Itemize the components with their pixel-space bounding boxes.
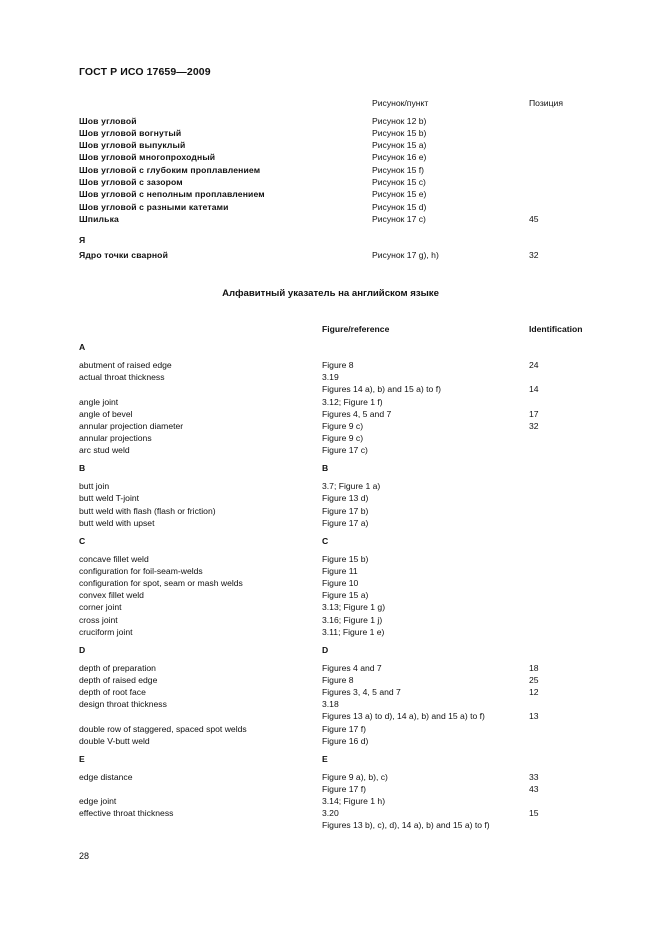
index-term: angle of bevel — [79, 408, 133, 419]
index-term: effective throat thickness — [79, 808, 174, 819]
ru-term: Шпилька — [79, 214, 119, 224]
ru-figure: Рисунок 17 c) — [372, 214, 426, 224]
index-term: configuration for spot, seam or mash welds — [79, 578, 243, 588]
index-term: annular projections — [79, 433, 152, 444]
index-reference: Figure 11 — [322, 565, 358, 576]
index-term: concave fillet weld — [79, 553, 149, 564]
index-reference: 3.20 — [322, 808, 339, 819]
index-term: configuration for foil-seam-welds — [79, 565, 203, 576]
index-reference: 3.7; Figure 1 a) — [322, 481, 381, 492]
index-reference: Figure 9 a), b), c) — [322, 771, 388, 782]
index-reference: 3.11; Figure 1 e) — [322, 626, 385, 637]
english-index-title: Алфавитный указатель на английском языке — [222, 288, 439, 299]
index-reference: 3.18 — [322, 699, 339, 710]
ru-figure: Рисунок 15 a) — [372, 140, 427, 150]
ru-figure: Рисунок 15 d) — [372, 202, 427, 212]
index-term: annular projection diameter — [79, 421, 184, 431]
index-term: design throat thickness — [79, 699, 167, 710]
index-term: cruciform joint — [79, 626, 133, 637]
index-identification: 12 — [529, 687, 539, 697]
ru-figure: Рисунок 15 c) — [372, 177, 426, 187]
index-reference: Figure 17 c) — [322, 445, 368, 456]
index-term: depth of raised edge — [79, 674, 158, 685]
index-term: edge joint — [79, 796, 117, 806]
index-term: corner joint — [79, 602, 122, 613]
index-reference: Figures 13 a) to d), 14 a), b) and 15 a) to f) — [322, 711, 485, 722]
letter-heading: B — [322, 463, 329, 474]
index-reference: Figure 8 — [322, 360, 354, 370]
ru-figure: Рисунок 16 e) — [372, 152, 427, 162]
index-identification: 43 — [529, 783, 539, 794]
index-identification: 15 — [529, 808, 539, 819]
index-reference: Figure 17 f) — [322, 723, 366, 734]
index-term: double row of staggered, spaced spot welds — [79, 723, 247, 734]
ru-term: Шов угловой с зазором — [79, 177, 183, 187]
index-reference: Figure 13 d) — [322, 493, 369, 504]
ru-term: Шов угловой выпуклый — [79, 140, 186, 150]
letter-heading: E — [79, 753, 85, 764]
index-reference: Figures 4 and 7 — [322, 662, 382, 673]
ru-col-position-header: Позиция — [529, 98, 563, 108]
en-col-ident-header: Identification — [529, 324, 583, 334]
index-reference: 3.16; Figure 1 j) — [322, 614, 383, 625]
index-reference: Figure 16 d) — [322, 735, 369, 746]
index-reference: 3.19 — [322, 372, 339, 383]
index-reference: Figures 4, 5 and 7 — [322, 408, 392, 419]
document-header: ГОСТ Р ИСО 17659—2009 — [79, 66, 211, 78]
index-term: butt join — [79, 481, 110, 492]
index-term: depth of preparation — [79, 662, 156, 673]
letter-heading: A — [79, 342, 86, 352]
letter-heading: D — [322, 644, 329, 655]
index-identification: 14 — [529, 384, 539, 395]
index-reference: Figure 10 — [322, 578, 359, 588]
index-term: actual throat thickness — [79, 372, 165, 383]
letter-heading: E — [322, 753, 328, 764]
letter-heading: C — [322, 535, 329, 546]
index-reference: Figure 17 f) — [322, 783, 366, 794]
index-term: arc stud weld — [79, 445, 130, 456]
index-reference: 3.14; Figure 1 h) — [322, 796, 386, 806]
page-number: 28 — [79, 851, 90, 861]
ru-figure: Рисунок 15 b) — [372, 128, 427, 138]
index-identification: 32 — [529, 421, 539, 431]
index-reference: Figures 13 b), c), d), 14 a), b) and 15 a) to f) — [322, 820, 490, 831]
index-term: abutment of raised edge — [79, 360, 172, 370]
ru-position: 32 — [529, 250, 539, 260]
index-reference: 3.12; Figure 1 f) — [322, 396, 383, 407]
en-col-figure-header: Figure/reference — [322, 324, 390, 334]
index-reference: Figures 3, 4, 5 and 7 — [322, 687, 401, 697]
ru-term: Шов угловой с неполным проплавлением — [79, 189, 265, 199]
index-reference: Figure 9 c) — [322, 433, 364, 444]
index-reference: Figure 15 b) — [322, 553, 369, 564]
letter-heading: D — [79, 644, 86, 655]
index-term: angle joint — [79, 396, 119, 407]
index-identification: 25 — [529, 674, 539, 685]
index-reference: 3.13; Figure 1 g) — [322, 602, 386, 613]
letter-heading: C — [79, 535, 86, 546]
index-reference: Figure 8 — [322, 674, 354, 685]
ru-position: 45 — [529, 214, 539, 224]
ru-figure: Рисунок 12 b) — [372, 116, 427, 126]
index-identification: 18 — [529, 662, 539, 673]
ru-term: Ядро точки сварной — [79, 250, 169, 260]
index-reference: Figure 17 a) — [322, 517, 369, 528]
index-term: double V-butt weld — [79, 735, 150, 746]
ru-col-figure-header: Рисунок/пункт — [372, 98, 429, 108]
ru-term: Шов угловой вогнутый — [79, 128, 182, 138]
ru-term: Шов угловой — [79, 116, 137, 126]
index-term: convex fillet weld — [79, 590, 144, 601]
index-identification: 13 — [529, 711, 539, 722]
ru-figure: Рисунок 15 e) — [372, 189, 427, 199]
ru-letter-heading: Я — [79, 235, 86, 245]
ru-term: Шов угловой многопроходный — [79, 152, 216, 162]
index-term: depth of root face — [79, 687, 146, 697]
ru-figure: Рисунок 15 f) — [372, 165, 424, 175]
index-identification: 33 — [529, 771, 539, 782]
ru-term: Шов угловой с разными катетами — [79, 202, 229, 212]
index-identification: 24 — [529, 360, 539, 370]
ru-figure: Рисунок 17 g), h) — [372, 250, 439, 260]
index-reference: Figures 14 a), b) and 15 a) to f) — [322, 384, 441, 395]
ru-term: Шов угловой с глубоким проплавлением — [79, 165, 261, 175]
index-term: cross joint — [79, 614, 118, 625]
index-term: edge distance — [79, 771, 133, 782]
index-identification: 17 — [529, 408, 539, 419]
letter-heading: B — [79, 463, 86, 474]
index-term: butt weld T-joint — [79, 493, 140, 504]
index-term: butt weld with flash (flash or friction) — [79, 505, 216, 516]
index-term: butt weld with upset — [79, 517, 155, 528]
index-reference: Figure 17 b) — [322, 505, 369, 516]
index-reference: Figure 15 a) — [322, 590, 369, 601]
index-reference: Figure 9 c) — [322, 421, 364, 431]
